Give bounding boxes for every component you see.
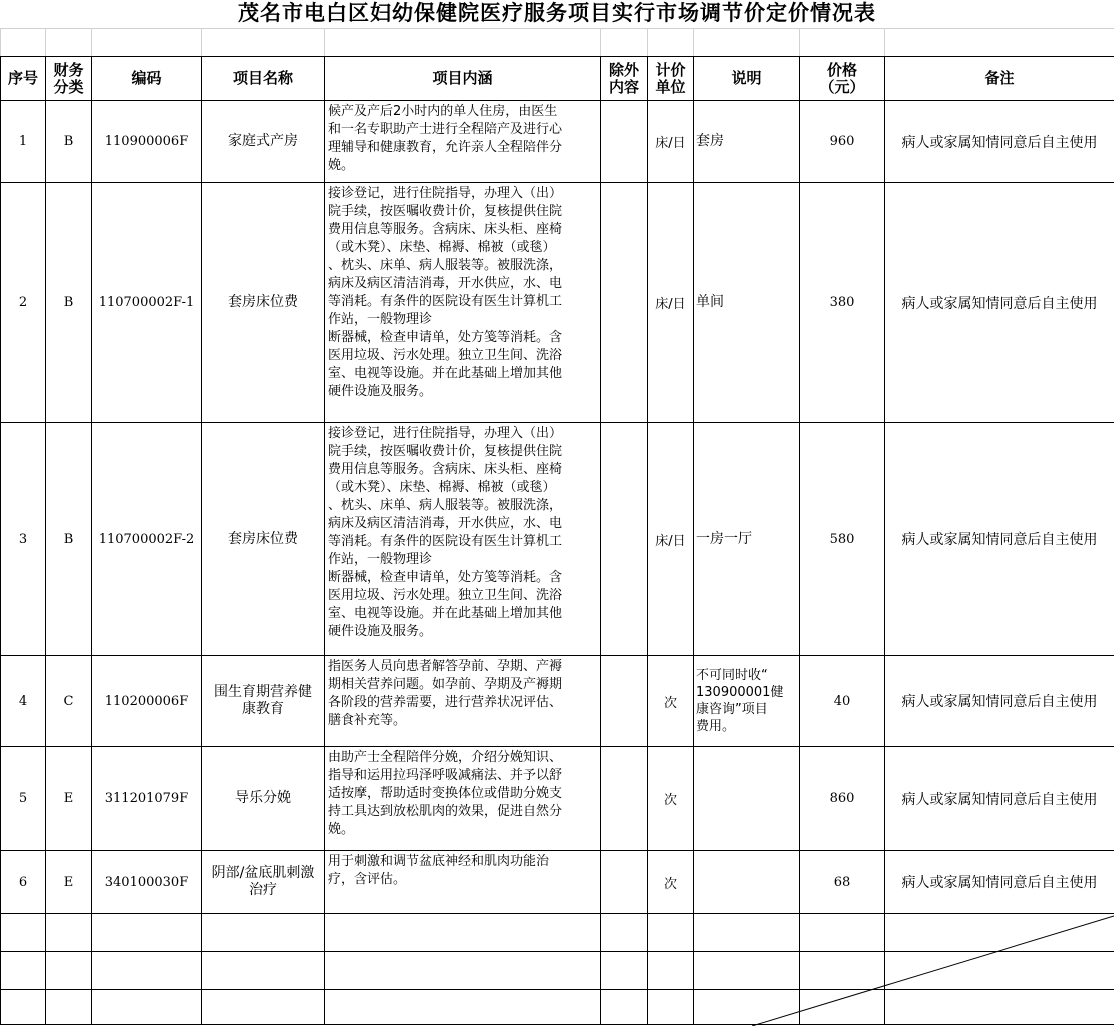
cell-seq: 5	[1, 747, 46, 851]
header-price: 价格 （元）	[800, 57, 885, 101]
cell-unit: 床/日	[648, 101, 694, 183]
empty-cell	[202, 952, 325, 990]
cell-content: 接诊登记，进行住院指导，办理入（出） 院手续，按医嘱收费计价，复核提供住院 费用信息等服务。含病床、床头柜、座椅 （或木凳）、床垫、棉褥、棉被（或毯） 、枕头、床单、病人服装等。被服洗涤， 病床及病区清洁消毒，开水供应，水、电 等消耗。有条件的医院设有医生计算机工 作站，一般物理诊 断器械，检查申请单，处方笺等消耗。含 医用垃圾、污水处理。独立卫生间、洗浴 室、电视等设施。并在此基础上增加其他 硬件设施及服务。	[325, 183, 601, 423]
spacer-row	[1, 29, 1114, 57]
cell-description	[694, 851, 800, 914]
header-excluded: 除外 内容	[601, 57, 648, 101]
cell-description: 单间	[694, 183, 800, 423]
cell-category: C	[46, 656, 92, 747]
cell-price: 40	[800, 656, 885, 747]
cell-excluded	[601, 656, 648, 747]
empty-cell	[46, 914, 92, 952]
cell-name: 阴部/盆底肌刺激 治疗	[202, 851, 325, 914]
cell-unit: 次	[648, 656, 694, 747]
empty-cell	[885, 990, 1114, 1025]
empty-cell	[601, 990, 648, 1025]
cell-remark: 病人或家属知情同意后自主使用	[885, 851, 1114, 914]
header-remark: 备注	[885, 57, 1114, 101]
cell-seq: 6	[1, 851, 46, 914]
empty-cell	[325, 914, 601, 952]
cell-category: E	[46, 851, 92, 914]
cell-price: 580	[800, 423, 885, 656]
header-unit: 计价 单位	[648, 57, 694, 101]
empty-cell	[46, 952, 92, 990]
empty-cell	[694, 990, 800, 1025]
cell-unit: 床/日	[648, 183, 694, 423]
header-description: 说明	[694, 57, 800, 101]
cell-excluded	[601, 101, 648, 183]
cell-excluded	[601, 183, 648, 423]
cell-excluded	[601, 747, 648, 851]
cell-content: 由助产士全程陪伴分娩，介绍分娩知识、 指导和运用拉玛泽呼吸减痛法、并予以舒 适按摩，帮助适时变换体位或借助分娩支 持工具达到放松肌肉的效果，促进自然分 娩。	[325, 747, 601, 851]
cell-content: 接诊登记，进行住院指导，办理入（出） 院手续，按医嘱收费计价，复核提供住院 费用信息等服务。含病床、床头柜、座椅 （或木凳）、床垫、棉褥、棉被（或毯） 、枕头、床单、病人服装等。被服洗涤， 病床及病区清洁消毒，开水供应，水、电 等消耗。有条件的医院设有医生计算机工 作站，一般物理诊 断器械，检查申请单，处方笺等消耗。含 医用垃圾、污水处理。独立卫生间、洗浴 室、电视等设施。并在此基础上增加其他 硬件设施及服务。	[325, 423, 601, 656]
cell-code: 311201079F	[92, 747, 202, 851]
cell-code: 110200006F	[92, 656, 202, 747]
cell-unit: 次	[648, 747, 694, 851]
cell-seq: 2	[1, 183, 46, 423]
empty-cell	[325, 952, 601, 990]
header-name: 项目名称	[202, 57, 325, 101]
table-row	[1, 656, 1114, 747]
cell-price: 960	[800, 101, 885, 183]
table-row	[1, 101, 1114, 183]
cell-category: B	[46, 423, 92, 656]
empty-cell	[885, 952, 1114, 990]
empty-cell	[648, 990, 694, 1025]
cell-content: 用于刺激和调节盆底神经和肌肉功能治 疗，含评估。	[325, 851, 601, 914]
header-content: 项目内涵	[325, 57, 601, 101]
cell-price: 68	[800, 851, 885, 914]
empty-cell	[601, 914, 648, 952]
table-row	[1, 183, 1114, 423]
empty-cell	[202, 990, 325, 1025]
cell-excluded	[601, 851, 648, 914]
header-seq: 序号	[1, 57, 46, 101]
header-row	[1, 57, 1114, 101]
header-category: 财务 分类	[46, 57, 92, 101]
cell-description	[694, 747, 800, 851]
cell-remark: 病人或家属知情同意后自主使用	[885, 747, 1114, 851]
cell-name: 导乐分娩	[202, 747, 325, 851]
table-row	[1, 423, 1114, 656]
cell-seq: 3	[1, 423, 46, 656]
header-code: 编码	[92, 57, 202, 101]
cell-name: 套房床位费	[202, 183, 325, 423]
cell-code: 110700002F-1	[92, 183, 202, 423]
pricing-table	[0, 28, 1114, 1025]
cell-content: 指医务人员向患者解答孕前、孕期、产褥 期相关营养问题。如孕前、孕期及产褥期 各阶段的营养需要，进行营养状况评估、 膳食补充等。	[325, 656, 601, 747]
cell-category: B	[46, 183, 92, 423]
cell-description: 不可同时收“ 130900001健 康咨询”项目 费用。	[694, 656, 800, 747]
cell-price: 860	[800, 747, 885, 851]
empty-cell	[800, 914, 885, 952]
cell-name: 套房床位费	[202, 423, 325, 656]
empty-cell	[1, 914, 46, 952]
empty-row	[1, 990, 1114, 1025]
cell-name: 家庭式产房	[202, 101, 325, 183]
cell-unit: 床/日	[648, 423, 694, 656]
empty-cell	[92, 990, 202, 1025]
table-row	[1, 851, 1114, 914]
empty-cell	[800, 952, 885, 990]
empty-cell	[1, 952, 46, 990]
cell-category: B	[46, 101, 92, 183]
empty-cell	[601, 952, 648, 990]
empty-cell	[648, 952, 694, 990]
empty-cell	[325, 990, 601, 1025]
cell-description: 套房	[694, 101, 800, 183]
empty-row	[1, 914, 1114, 952]
empty-cell	[885, 914, 1114, 952]
empty-cell	[46, 990, 92, 1025]
cell-content: 候产及产后2小时内的单人住房，由医生 和一名专职助产士进行全程陪产及进行心 理辅导和健康教育，允许亲人全程陪伴分 娩。	[325, 101, 601, 183]
cell-category: E	[46, 747, 92, 851]
empty-cell	[694, 952, 800, 990]
empty-cell	[694, 914, 800, 952]
cell-unit: 次	[648, 851, 694, 914]
cell-remark: 病人或家属知情同意后自主使用	[885, 656, 1114, 747]
empty-cell	[202, 914, 325, 952]
empty-cell	[648, 914, 694, 952]
cell-name: 围生育期营养健 康教育	[202, 656, 325, 747]
cell-code: 110900006F	[92, 101, 202, 183]
cell-remark: 病人或家属知情同意后自主使用	[885, 183, 1114, 423]
empty-cell	[92, 952, 202, 990]
cell-remark: 病人或家属知情同意后自主使用	[885, 423, 1114, 656]
empty-cell	[1, 990, 46, 1025]
empty-row	[1, 952, 1114, 990]
cell-price: 380	[800, 183, 885, 423]
cell-code: 340100030F	[92, 851, 202, 914]
cell-seq: 1	[1, 101, 46, 183]
cell-code: 110700002F-2	[92, 423, 202, 656]
cell-remark: 病人或家属知情同意后自主使用	[885, 101, 1114, 183]
empty-cell	[92, 914, 202, 952]
table-row	[1, 747, 1114, 851]
empty-cell	[800, 990, 885, 1025]
table-title: 茂名市电白区妇幼保健院医疗服务项目实行市场调节价定价情况表	[238, 0, 876, 25]
cell-description: 一房一厅	[694, 423, 800, 656]
cell-excluded	[601, 423, 648, 656]
cell-seq: 4	[1, 656, 46, 747]
